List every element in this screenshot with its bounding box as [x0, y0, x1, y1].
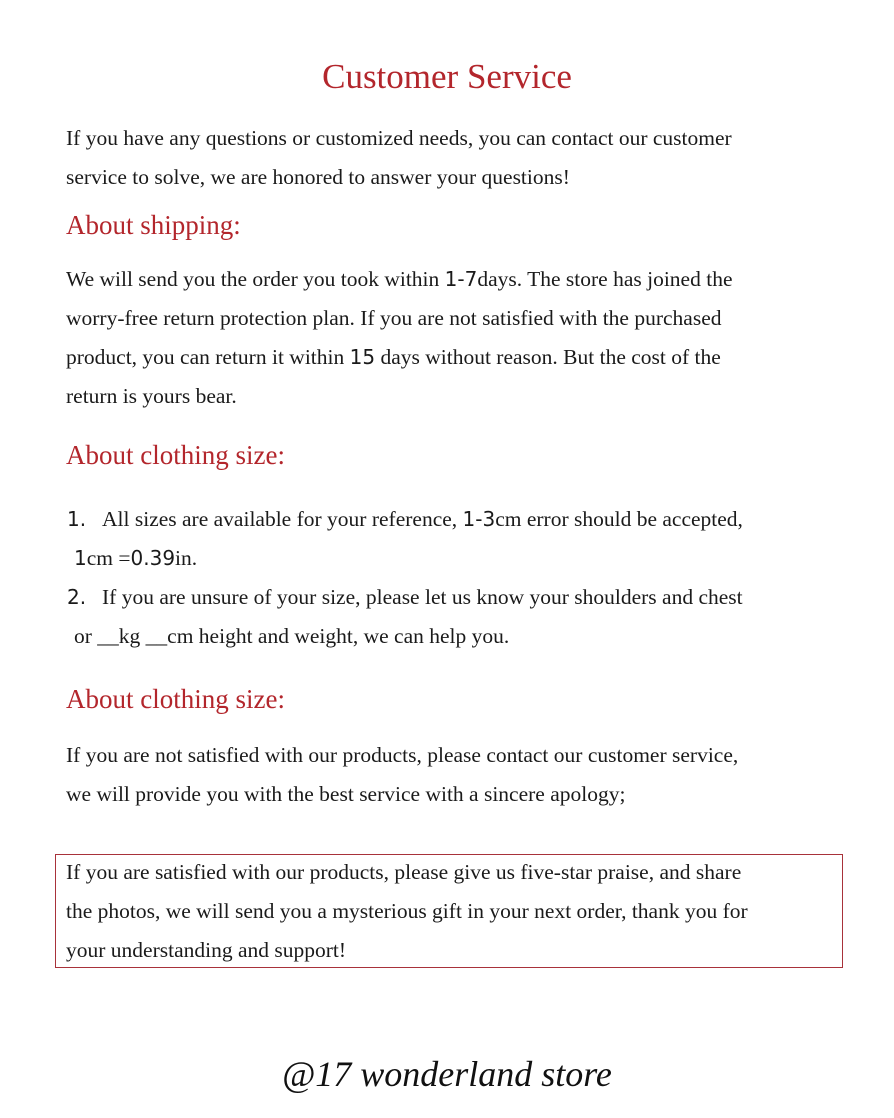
size-heading: About clothing size: [66, 440, 285, 470]
inch-unit: in. [175, 546, 198, 570]
shipping-line-4: return is yours bear. [66, 384, 237, 408]
cm-value: 1 [74, 546, 87, 570]
list-marker-1: 1. [67, 507, 87, 531]
shipping-line-2: worry-free return protection plan. If you are not satisfied with the purchased [66, 306, 722, 330]
page-title: Customer Service [322, 57, 572, 96]
size-item-2-text: If you are unsure of your size, please let us know your shoulders and chest [102, 585, 743, 609]
service-line-2: we will provide you with the best service with a sincere apology; [66, 782, 626, 806]
shipping-heading: About shipping: [66, 210, 241, 240]
size-list-item-2-cont [74, 617, 509, 656]
size-item-1-tail: cm error should be accepted, [495, 507, 743, 531]
praise-line-2: the photos, we will send you a mysterious gift in your next order, thank you for [66, 899, 748, 923]
size-list-item-2 [67, 578, 743, 617]
praise-line-1: If you are satisfied with our products, please give us five-star praise, and share [66, 860, 742, 884]
service-heading: About clothing size: [66, 684, 285, 714]
shipping-line-1-tail: days. The store has joined the [477, 267, 733, 291]
size-list-item-1 [67, 500, 743, 539]
intro-line-2: service to solve, we are honored to answer your questions! [66, 165, 570, 189]
size-item-2-tail: or __kg __cm height and weight, we can help you. [74, 624, 510, 648]
intro-line-1: If you have any questions or customized needs, you can contact our customer [66, 126, 732, 150]
size-item-1-text: All sizes are available for your reference, [102, 507, 463, 531]
shipping-line-3-text: product, you can return it within [66, 345, 350, 369]
size-list-item-1-cont [74, 539, 197, 578]
size-error-value: 1-3 [462, 507, 496, 531]
shipping-line-1 [66, 260, 836, 299]
service-line-1: If you are not satisfied with our products, please contact our customer service, [66, 743, 739, 767]
service-paragraph [66, 736, 836, 814]
shipping-line-3 [66, 338, 836, 377]
return-days-value: 15 [349, 345, 376, 369]
shipping-line-1-text: We will send you the order you took within [66, 267, 445, 291]
list-marker-2: 2. [67, 585, 87, 609]
shipping-line-3-tail: days without reason. But the cost of the [375, 345, 721, 369]
intro-paragraph [66, 119, 836, 197]
inch-value: 0.39 [130, 546, 176, 570]
praise-line-3: your understanding and support! [66, 938, 347, 962]
store-signature: @17 wonderland store [282, 1054, 612, 1094]
praise-note [66, 853, 841, 970]
shipping-paragraph [66, 260, 836, 416]
cm-unit: cm = [86, 546, 131, 570]
shipping-days-value: 1-7 [444, 267, 478, 291]
